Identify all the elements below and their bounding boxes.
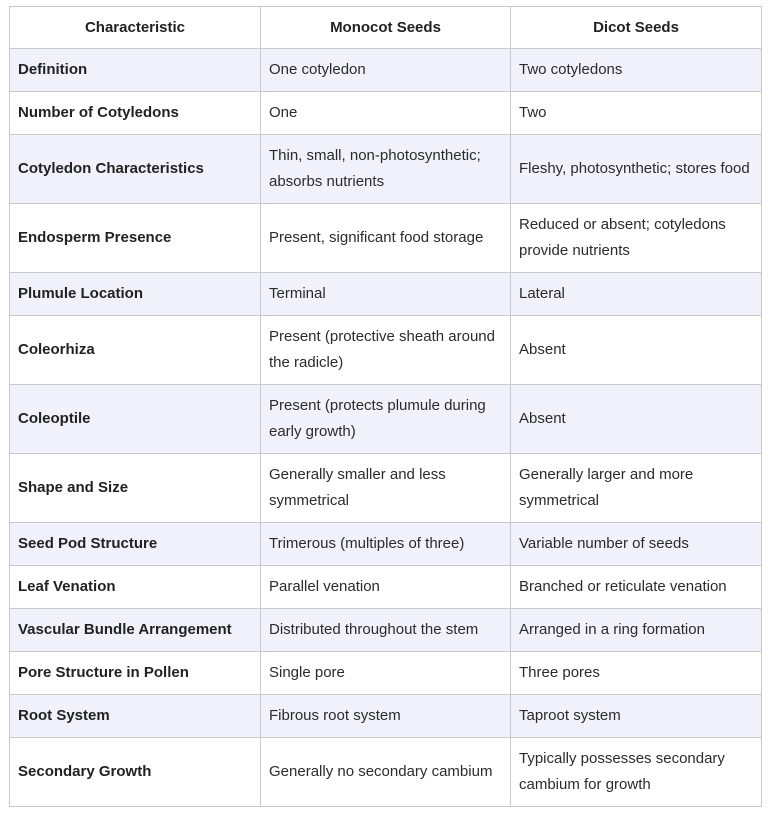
- monocot-cell: Present (protects plumule during early growth): [261, 385, 511, 454]
- dicot-cell: Branched or reticulate venation: [511, 566, 762, 609]
- dicot-cell: Absent: [511, 385, 762, 454]
- table-row: [10, 695, 762, 738]
- row-label: Secondary Growth: [10, 738, 261, 807]
- row-label: Seed Pod Structure: [10, 523, 261, 566]
- header-dicot: Dicot Seeds: [511, 7, 762, 49]
- row-label: Number of Cotyledons: [10, 92, 261, 135]
- dicot-cell: Three pores: [511, 652, 762, 695]
- row-label: Root System: [10, 695, 261, 738]
- monocot-cell: Thin, small, non-photosynthetic; absorbs nutrients: [261, 135, 511, 204]
- table-row: [10, 385, 762, 454]
- comparison-table-container: [9, 6, 761, 807]
- table-row: [10, 609, 762, 652]
- dicot-cell: Taproot system: [511, 695, 762, 738]
- dicot-cell: Generally larger and more symmetrical: [511, 454, 762, 523]
- dicot-cell: Two: [511, 92, 762, 135]
- monocot-cell: Present (protective sheath around the radicle): [261, 316, 511, 385]
- monocot-cell: Terminal: [261, 273, 511, 316]
- dicot-cell: Typically possesses secondary cambium for growth: [511, 738, 762, 807]
- row-label: Shape and Size: [10, 454, 261, 523]
- monocot-cell: Single pore: [261, 652, 511, 695]
- row-label: Cotyledon Characteristics: [10, 135, 261, 204]
- table-row: [10, 135, 762, 204]
- row-label: Coleorhiza: [10, 316, 261, 385]
- table-row: [10, 92, 762, 135]
- dicot-cell: Two cotyledons: [511, 49, 762, 92]
- header-characteristic: Characteristic: [10, 7, 261, 49]
- monocot-cell: Fibrous root system: [261, 695, 511, 738]
- dicot-cell: Reduced or absent; cotyledons provide nutrients: [511, 204, 762, 273]
- dicot-cell: Lateral: [511, 273, 762, 316]
- table-row: [10, 652, 762, 695]
- table-row: [10, 49, 762, 92]
- dicot-cell: Absent: [511, 316, 762, 385]
- dicot-cell: Arranged in a ring formation: [511, 609, 762, 652]
- row-label: Coleoptile: [10, 385, 261, 454]
- monocot-cell: Trimerous (multiples of three): [261, 523, 511, 566]
- table-row: [10, 273, 762, 316]
- table-header-row: [10, 7, 762, 49]
- header-monocot: Monocot Seeds: [261, 7, 511, 49]
- row-label: Leaf Venation: [10, 566, 261, 609]
- table-row: [10, 204, 762, 273]
- row-label: Vascular Bundle Arrangement: [10, 609, 261, 652]
- table-row: [10, 523, 762, 566]
- monocot-cell: One: [261, 92, 511, 135]
- monocot-dicot-comparison-table: [9, 6, 762, 807]
- table-row: [10, 454, 762, 523]
- row-label: Pore Structure in Pollen: [10, 652, 261, 695]
- monocot-cell: Parallel venation: [261, 566, 511, 609]
- row-label: Plumule Location: [10, 273, 261, 316]
- row-label: Endosperm Presence: [10, 204, 261, 273]
- monocot-cell: Present, significant food storage: [261, 204, 511, 273]
- dicot-cell: Fleshy, photosynthetic; stores food: [511, 135, 762, 204]
- table-row: [10, 566, 762, 609]
- dicot-cell: Variable number of seeds: [511, 523, 762, 566]
- monocot-cell: Generally no secondary cambium: [261, 738, 511, 807]
- table-row: [10, 316, 762, 385]
- table-row: [10, 738, 762, 807]
- row-label: Definition: [10, 49, 261, 92]
- monocot-cell: Distributed throughout the stem: [261, 609, 511, 652]
- monocot-cell: One cotyledon: [261, 49, 511, 92]
- monocot-cell: Generally smaller and less symmetrical: [261, 454, 511, 523]
